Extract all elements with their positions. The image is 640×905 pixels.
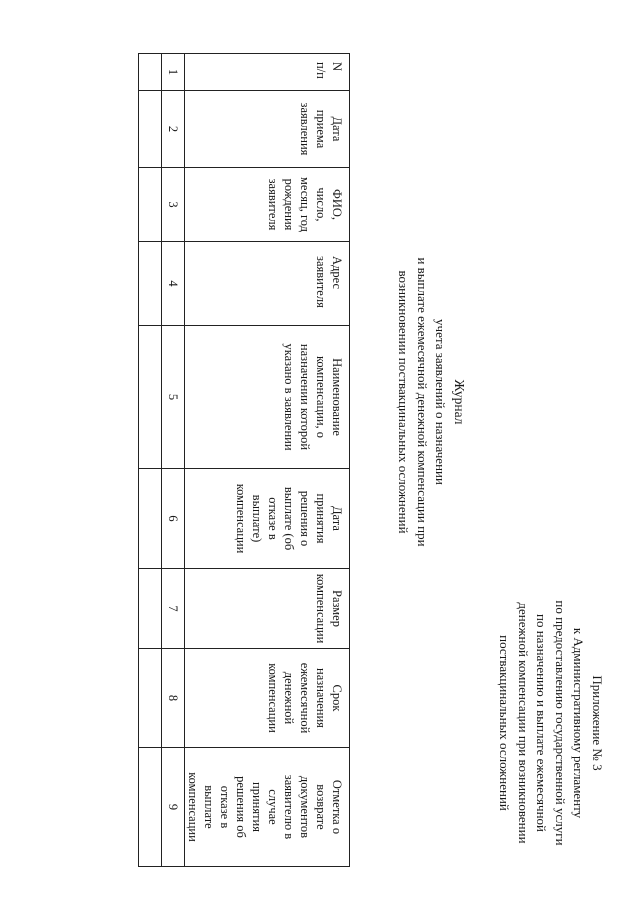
journal-heading: [394, 222, 468, 582]
column-header-line: Срок: [330, 684, 344, 712]
appendix-line: к Административному регламенту: [571, 627, 587, 819]
register-table: [138, 53, 350, 867]
column-header-line: ФИО,: [330, 188, 344, 221]
column-header-line: рождения: [282, 178, 296, 231]
column-header-line: компенсации: [266, 663, 280, 733]
appendix-header: [495, 592, 606, 854]
empty-cell: [139, 242, 162, 326]
column-header-applicant-name: [185, 168, 350, 242]
column-header-line: Дата: [330, 506, 344, 531]
column-number-cell: 2: [162, 91, 185, 168]
empty-entry-row: [139, 54, 162, 867]
empty-cell: [139, 569, 162, 649]
column-number-row: [162, 54, 185, 867]
journal-title: Журнал: [452, 379, 467, 425]
column-header-line: Дата: [330, 116, 344, 142]
empty-cell: [139, 91, 162, 168]
column-header-line: заявителя: [266, 178, 280, 231]
column-number-cell: 1: [162, 54, 185, 91]
journal-subtitle-line: учета заявлений о назначении: [433, 319, 449, 485]
column-header-line: возврате: [314, 784, 328, 830]
column-header-line: выплате (об: [282, 486, 296, 551]
column-header-compensation-amount: [185, 569, 350, 649]
column-header-line: месяц, год: [298, 176, 312, 233]
column-header-line: число,: [314, 187, 328, 222]
column-header-line: указано в заявлении: [282, 343, 296, 451]
empty-cell: [139, 469, 162, 569]
column-header-line: заявления: [298, 102, 312, 156]
column-header-line: принятия: [250, 782, 264, 832]
column-header-applicant-address: [185, 242, 350, 326]
appendix-line: Приложение № 3: [590, 675, 605, 771]
column-header-line: выплате: [202, 785, 216, 829]
column-header-date-received: [185, 91, 350, 168]
column-number-cell: 8: [162, 649, 185, 748]
column-header-line: решения о: [298, 490, 312, 547]
journal-subtitle-line: возникновении поствакцинальных осложнений: [396, 270, 412, 534]
column-header-line: приема: [314, 109, 328, 149]
column-header-line: Размер: [330, 590, 344, 627]
appendix-line: поствакцинальных осложнений: [497, 635, 513, 811]
empty-cell: [139, 748, 162, 867]
column-number-cell: 9: [162, 748, 185, 867]
column-header-line: назначения: [314, 668, 328, 728]
column-header-line: компенсации, о: [314, 355, 328, 439]
column-header-line: отказе в: [218, 785, 232, 829]
column-header-line: Адрес: [330, 256, 344, 290]
column-header-number: [185, 54, 350, 91]
column-header-line: выплате): [250, 494, 264, 543]
column-header-line: ежемесячной: [298, 662, 312, 734]
column-header-compensation-name: [185, 326, 350, 469]
column-header-line: N: [330, 62, 344, 72]
column-header-line: Отметка о: [330, 779, 344, 835]
column-header-line: случае: [266, 789, 280, 825]
column-number-cell: 5: [162, 326, 185, 469]
column-header-line: принятия: [314, 493, 328, 544]
column-header-line: п/п: [314, 62, 328, 79]
column-header-line: денежной: [282, 671, 296, 725]
column-header-line: отказе в: [266, 497, 280, 540]
column-number-cell: 4: [162, 242, 185, 326]
column-number-cell: 7: [162, 569, 185, 649]
table-header-row: [185, 54, 350, 867]
column-number-cell: 3: [162, 168, 185, 242]
column-header-line: документов: [298, 775, 312, 839]
appendix-line: по назначению и выплате ежемесячной: [534, 614, 550, 832]
column-header-line: Наименование: [330, 358, 344, 436]
column-header-line: заявителю в: [282, 774, 296, 840]
column-header-line: заявителя: [314, 256, 328, 308]
empty-cell: [139, 649, 162, 748]
column-header-assignment-term: [185, 649, 350, 748]
column-header-return-note: [185, 748, 350, 867]
journal-subtitle-line: и выплате ежемесячной денежной компенсации при: [415, 257, 430, 547]
appendix-line: по предоставлению государственной услуги: [553, 600, 568, 846]
column-header-line: решения об: [234, 776, 248, 838]
column-header-decision-date: [185, 469, 350, 569]
empty-cell: [139, 168, 162, 242]
column-number-cell: 6: [162, 469, 185, 569]
column-header-line: назначении которой: [298, 343, 312, 451]
column-header-line: компенсации: [234, 483, 248, 554]
appendix-line: денежной компенсации при возникновении: [516, 602, 531, 844]
column-header-line: компенсации: [186, 772, 200, 842]
empty-cell: [139, 326, 162, 469]
column-header-line: компенсации: [314, 573, 328, 644]
empty-cell: [139, 54, 162, 91]
